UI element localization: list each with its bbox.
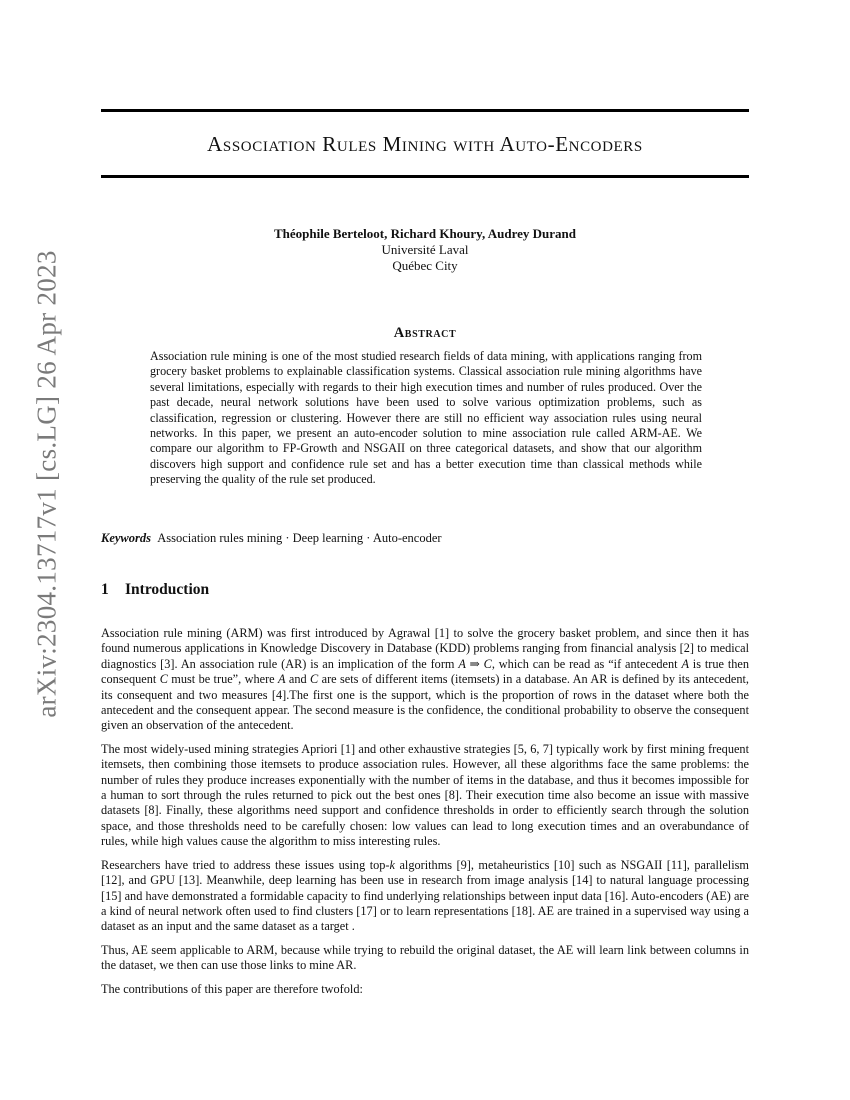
- intro-paragraph-3: [101, 858, 749, 935]
- abstract-heading: Abstract: [393, 325, 457, 341]
- text-run: must be true”, where: [167, 672, 278, 687]
- paper-title: Association Rules Mining with Auto-Encoders: [207, 132, 643, 156]
- text-run: algorithms [9], metaheuristics [10] such as NSGAII [11], parallelism [12], and GPU [13]. Meanwhile, deep learning has been use in research from image analysis [14] to natural language processing [15] and have demonstrated a formidable capacity to find underlying relationships between input data [16]. Auto-encoders (AE) are a kind of neural network often used to find clusters [17] or to learn representations [18]. AE are trained in a supervised way using a dataset as an input and the same dataset as a target .: [101, 857, 749, 934]
- keywords-text: Association rules mining · Deep learning · Auto-encoder: [157, 531, 442, 545]
- formula-implication: A ⇒ C: [458, 656, 492, 671]
- text-run: , which can be read as “if antecedent: [491, 656, 682, 671]
- title-top-rule: [101, 109, 749, 112]
- text-run: Researchers have tried to address these issues using top-: [101, 857, 390, 872]
- math-var-a: A: [278, 672, 286, 687]
- math-var-c: C: [159, 672, 168, 687]
- text-run: is true then consequent: [101, 656, 750, 687]
- text-run: and: [285, 672, 311, 687]
- author-block: [101, 226, 749, 274]
- section-heading: [101, 581, 749, 599]
- intro-paragraph-5: The contributions of this paper are therefore twofold:: [101, 981, 363, 996]
- intro-paragraph-4: Thus, AE seem applicable to ARM, because while trying to rebuild the original dataset, the AE will learn link between columns in the dataset, we then can use those links to mine AR.: [101, 942, 749, 973]
- text-run: Association rule mining (ARM) was first introduced by Agrawal [1] to solve the grocery basket problem, and since then it has found numerous applications in Knowledge Discovery in Database (KDD) problems ranging from financial analysis [2] to medical diagnostics [3]. An association rule (AR) is an implication of the form: [101, 626, 749, 671]
- keywords-label: Keywords: [101, 531, 151, 545]
- math-var-a: A: [681, 656, 689, 671]
- section-number: 1: [101, 581, 109, 598]
- section-title: Introduction: [125, 581, 210, 598]
- affiliation: Université Laval: [381, 242, 469, 257]
- math-var-c: C: [310, 672, 319, 687]
- math-var-k: k: [389, 857, 395, 872]
- abstract-text: Association rule mining is one of the most studied research fields of data mining, with applications ranging from grocery basket problems to explainable classification systems. Classical association rule mining algorithms have several limitations, especially with regards to their high execution times and number of rules produced. Over the past decade, neural network solutions have been used to solve various optimization problems, such as classification, regression or clustering. However there are still no efficient way association rules using neural networks. In this paper, we present an auto-encoder solution to mine association rule called ARM-AE. We compare our algorithm to FP-Growth and NSGAII on three categorical datasets, and show that our algorithm discovers high support and confidence rule set and has a better execution time than classical methods while preserving the quality of the rule set produced.: [150, 349, 702, 487]
- keywords-line: [101, 531, 749, 546]
- author-names: Théophile Berteloot, Richard Khoury, Audrey Durand: [273, 226, 577, 241]
- intro-paragraph-1: [101, 626, 749, 734]
- introduction-body: [101, 626, 749, 1005]
- text-run: are sets of different items (itemsets) in a database. An AR is defined by its antecedent, its consequent and two measures [4].The first one is the support, which is the proportion of rows in the dataset where both the antecedent and the consequent appear. The second measure is the confidence, the conditional probability to observe the consequent given an observation of the antecedent.: [101, 672, 749, 733]
- arxiv-identifier: arXiv:2304.13717v1 [cs.LG] 26 Apr 2023: [31, 250, 62, 718]
- title-bottom-rule: [101, 175, 749, 178]
- intro-paragraph-2: The most widely-used mining strategies Apriori [1] and other exhaustive strategies [5, 6, 7] typically work by first mining frequent itemsets, then combining those itemsets to produce association rules. However, all these algorithms face the same problems: the number of rules they produce increases exponentially with the number of items in the database, and thus it becomes impossible for a human to sort through the rules returned to pick out the best ones [8]. Their execution time also become an issue with massive datasets [8]. Finally, these algorithms need support and confidence thresholds in order to efficiently search through the solution space, and those thresholds need to be carefully chosen: low values can lead to long execution times and an overabundance of rules, while high values cause the algorithm to miss interesting rules.: [101, 741, 749, 849]
- affiliation-city: Québec City: [392, 258, 458, 273]
